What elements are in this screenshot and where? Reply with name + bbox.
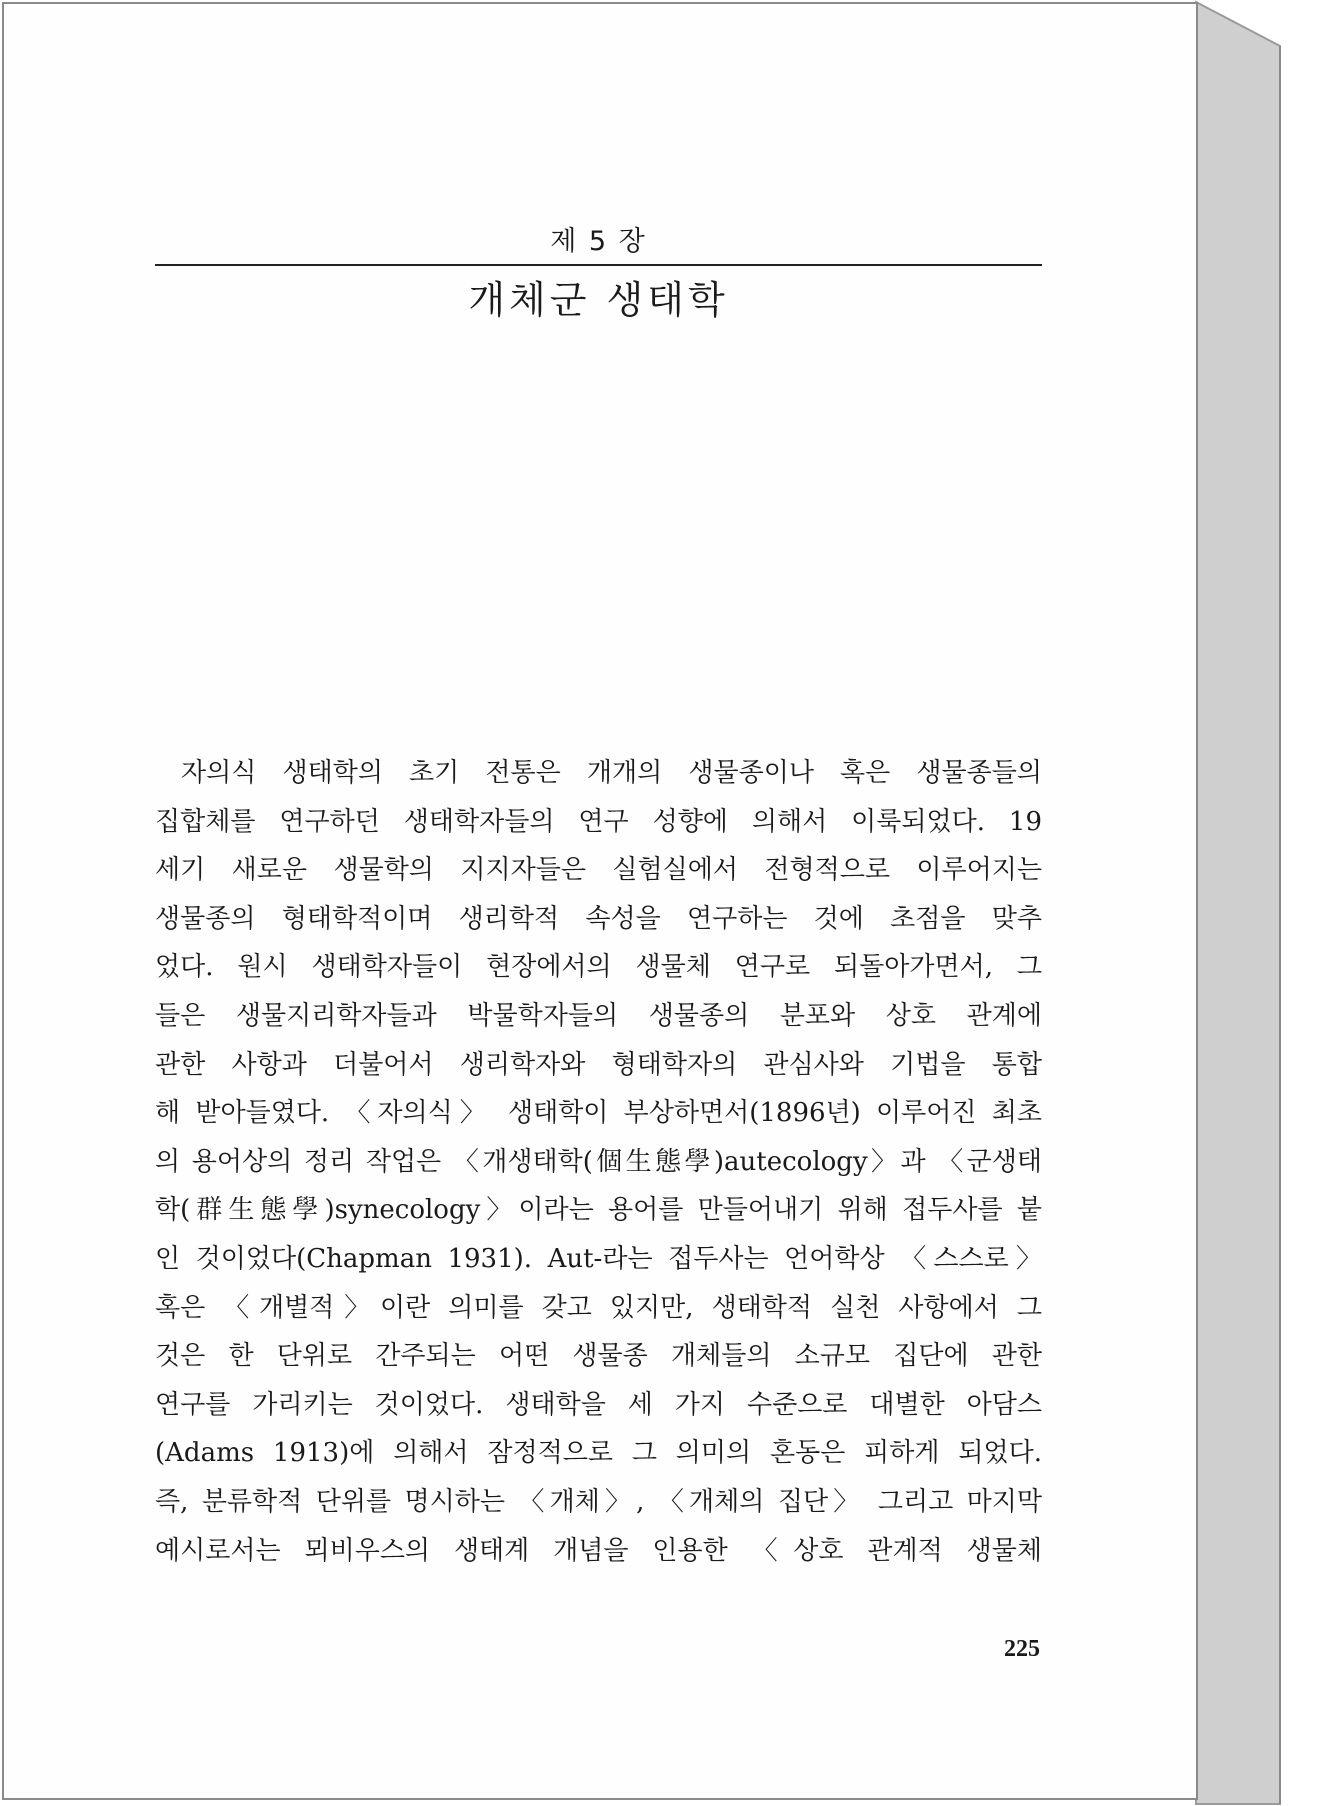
text-line: 집합체를 연구하던 생태학자들의 연구 성향에 의해서 이룩되었다. 19 (155, 806, 1042, 837)
text-line: 자의식 생태학의 초기 전통은 개개의 생물종이나 혹은 생물종들의 (181, 758, 1042, 788)
text-line: 학(群生態學)synecology〉이라는 용어를 만들어내기 위해 접두사를 붙 (155, 1195, 1042, 1226)
chapter-header (155, 222, 1042, 326)
text-line: 예시로서는 뫼비우스의 생태계 개념을 인용한 〈상호 관계적 생물체 (155, 1535, 1042, 1566)
text-line: 생물종의 형태학적이며 생리학적 속성을 연구하는 것에 초점을 맞추 (155, 903, 1042, 934)
text-line: 들은 생물지리학자들과 박물학자들의 생물종의 분포와 상호 관계에 (155, 1000, 1042, 1031)
chapter-title: 개체군 생태학 (468, 278, 729, 322)
text-line: 세기 새로운 생물학의 지지자들은 실험실에서 전형적으로 이루어지는 (155, 855, 1042, 886)
text-line: 혹은 〈개별적〉이란 의미를 갖고 있지만, 생태학적 실천 사항에서 그 (155, 1292, 1042, 1323)
body-paragraph (155, 749, 1042, 1575)
header-rule (155, 264, 1042, 266)
text-line: 연구를 가리키는 것이었다. 생태학을 세 가지 수준으로 대별한 아담스 (155, 1389, 1042, 1420)
text-line: 것은 한 단위로 간주되는 어떤 생물종 개체들의 소규모 집단에 관한 (155, 1341, 1042, 1372)
text-line: 의 용어상의 정리 작업은 〈개생태학(個生態學)autecology〉과 〈군생태 (155, 1146, 1042, 1177)
text-line: 었다. 원시 생태학자들이 현장에서의 생물체 연구로 되돌아가면서, 그 (155, 952, 1042, 983)
text-line: 해 받아들였다. 〈자의식〉 생태학이 부상하면서(1896년) 이루어진 최초 (155, 1098, 1042, 1129)
page-number: 225 (1004, 1636, 1040, 1662)
text-line: 인 것이었다(Chapman 1931). Aut-라는 접두사는 언어학상 〈스스로〉 (155, 1243, 1042, 1274)
chapter-number: 제 5 장 (550, 226, 647, 257)
text-line: (Adams 1913)에 의해서 잠정적으로 그 의미의 혼동은 피하게 되었다. (155, 1438, 1042, 1469)
text-line: 즉, 분류학적 단위를 명시하는 〈개체〉, 〈개체의 집단〉 그리고 마지막 (155, 1486, 1042, 1517)
text-line: 관한 사항과 더불어서 생리학자와 형태학자의 관심사와 기법을 통합 (155, 1049, 1042, 1080)
